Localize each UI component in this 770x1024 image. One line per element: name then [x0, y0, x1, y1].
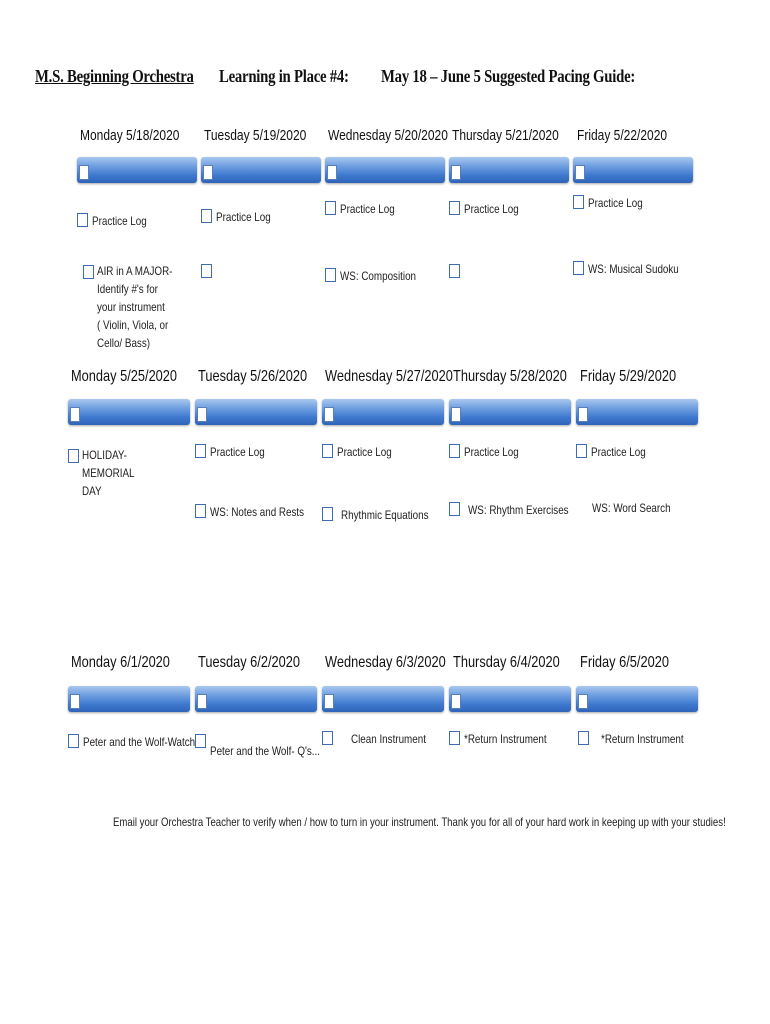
task-item[interactable]: Practice Log: [201, 208, 283, 226]
task-item[interactable]: Practice Log: [195, 443, 277, 461]
checkbox[interactable]: [70, 407, 80, 422]
task-item[interactable]: HOLIDAY- MEMORIAL DAY: [68, 446, 188, 484]
task-item[interactable]: Peter and the Wolf- Q's...: [195, 734, 344, 755]
task-item[interactable]: Practice Log: [449, 443, 531, 461]
task-item[interactable]: WS: Notes and Rests: [195, 503, 325, 521]
task-item[interactable]: Peter and the Wolf-Watch: [68, 733, 220, 751]
checkbox[interactable]: [203, 165, 213, 180]
checkbox[interactable]: [79, 165, 89, 180]
task-item[interactable]: WS: Rhythm Exercises: [449, 501, 591, 519]
checkbox[interactable]: [578, 694, 588, 709]
task-item[interactable]: WS: Composition: [325, 267, 433, 285]
checkbox[interactable]: [327, 165, 337, 180]
task-item[interactable]: Rhythmic Equations: [322, 506, 448, 524]
checkbox[interactable]: [576, 444, 587, 458]
task-item[interactable]: Practice Log: [449, 200, 531, 218]
day-bar: [449, 686, 571, 712]
day-header: Friday 5/29/2020: [580, 368, 677, 385]
checkbox[interactable]: [575, 165, 585, 180]
day-header: Tuesday 6/2/2020: [198, 654, 300, 671]
title-course: M.S. Beginning Orchestra: [35, 66, 194, 86]
day-header: Wednesday 5/27/2020: [325, 368, 453, 385]
checkbox[interactable]: [68, 734, 79, 748]
checkbox[interactable]: [195, 734, 206, 748]
checkbox[interactable]: [322, 731, 333, 745]
task-item[interactable]: WS: Musical Sudoku: [573, 260, 699, 278]
checkbox[interactable]: [77, 213, 88, 227]
day-bar: [576, 686, 698, 712]
checkbox[interactable]: [201, 264, 212, 278]
checkbox[interactable]: [451, 165, 461, 180]
task-item[interactable]: Practice Log: [77, 212, 159, 230]
task-item[interactable]: Clean Instrument: [322, 730, 442, 748]
day-bar: [573, 157, 693, 183]
checkbox[interactable]: [573, 261, 584, 275]
checkbox[interactable]: [83, 265, 94, 279]
day-header: Monday 5/25/2020: [71, 368, 178, 385]
checkbox[interactable]: [449, 201, 460, 215]
title-dates: May 18 – June 5 Suggested Pacing Guide:: [381, 66, 636, 86]
task-item[interactable]: *Return Instrument: [449, 730, 565, 748]
checkbox[interactable]: [325, 201, 336, 215]
day-bar: [68, 399, 190, 425]
title-unit: Learning in Place #4:: [219, 66, 349, 86]
checkbox[interactable]: [322, 507, 333, 521]
checkbox[interactable]: [449, 264, 460, 278]
day-header: Wednesday 5/20/2020: [328, 127, 448, 144]
checkbox[interactable]: [195, 444, 206, 458]
task-item[interactable]: Practice Log: [573, 194, 655, 212]
day-header: Monday 6/1/2020: [71, 654, 170, 671]
day-bar: [322, 399, 444, 425]
day-bar: [322, 686, 444, 712]
day-bar: [68, 686, 190, 712]
day-bar: [195, 686, 317, 712]
day-header: Tuesday 5/19/2020: [204, 127, 307, 144]
task-item[interactable]: AIR in A MAJOR- Identify #'s for your instrument ( Violin, Viola, or Cello/ Bass): [83, 262, 193, 354]
day-bar: [77, 157, 197, 183]
checkbox[interactable]: [197, 694, 207, 709]
task-item[interactable]: Practice Log: [325, 200, 407, 218]
day-bar: [449, 157, 569, 183]
task-item: WS: Word Search: [592, 501, 671, 515]
checkbox[interactable]: [324, 694, 334, 709]
checkbox[interactable]: [195, 504, 206, 518]
checkbox[interactable]: [201, 209, 212, 223]
day-header: Tuesday 5/26/2020: [198, 368, 308, 385]
day-header: Thursday 6/4/2020: [453, 654, 560, 671]
day-header: Friday 5/22/2020: [577, 127, 668, 144]
checkbox[interactable]: [451, 694, 461, 709]
checkbox[interactable]: [578, 407, 588, 422]
checkbox[interactable]: [322, 444, 333, 458]
checkbox[interactable]: [451, 407, 461, 422]
day-header: Thursday 5/21/2020: [452, 127, 559, 144]
day-bar: [201, 157, 321, 183]
day-bar: [195, 399, 317, 425]
checkbox[interactable]: [197, 407, 207, 422]
checkbox[interactable]: [324, 407, 334, 422]
footer-note: Email your Orchestra Teacher to verify when / how to turn in your instrument. Thank you for all of your hard work in keeping up with your studies!: [113, 815, 726, 829]
checkbox[interactable]: [68, 449, 79, 463]
checkbox[interactable]: [573, 195, 584, 209]
day-header: Wednesday 6/3/2020: [325, 654, 446, 671]
day-bar: [449, 399, 571, 425]
day-header: Friday 6/5/2020: [580, 654, 669, 671]
task-item[interactable]: [449, 263, 464, 281]
task-item[interactable]: [201, 263, 216, 281]
day-header: Monday 5/18/2020: [80, 127, 180, 144]
checkbox[interactable]: [325, 268, 336, 282]
checkbox[interactable]: [449, 502, 460, 516]
task-item[interactable]: Practice Log: [576, 443, 658, 461]
checkbox[interactable]: [578, 731, 589, 745]
checkbox[interactable]: [449, 444, 460, 458]
day-header: Thursday 5/28/2020: [453, 368, 567, 385]
task-item[interactable]: Practice Log: [322, 443, 404, 461]
checkbox[interactable]: [70, 694, 80, 709]
checkbox[interactable]: [449, 731, 460, 745]
day-bar: [576, 399, 698, 425]
task-item[interactable]: *Return Instrument: [578, 730, 702, 748]
day-bar: [325, 157, 445, 183]
